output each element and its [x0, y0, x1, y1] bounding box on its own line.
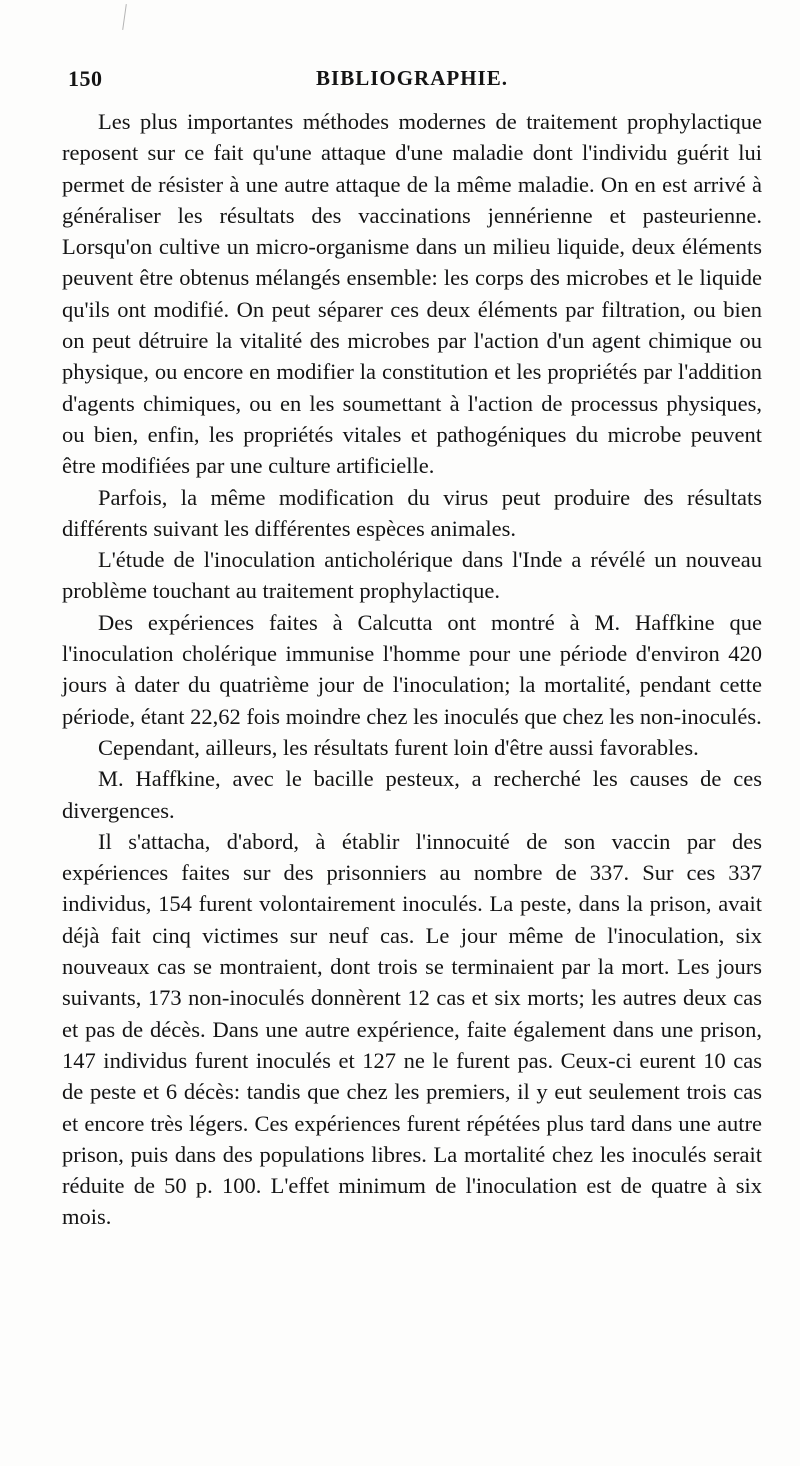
scan-mark — [122, 4, 127, 30]
paragraph: Cependant, ailleurs, les résultats furent loin d'être aussi favorables. — [98, 734, 699, 760]
paragraph: Parfois, la même modification du virus peut produire des résultats différents suivant les différentes espèces animales. — [62, 484, 762, 541]
paragraph: Il s'attacha, d'abord, à établir l'innocuité de son vaccin par des expériences faites sur des prisonniers au nombre de 337. Sur ces 337 individus, 154 furent volontairement inoculés. La peste, dans la prison, avait déjà fait cinq victimes sur neuf cas. Le jour même de l'inoculation, six nouveaux cas se montraient, dont trois se terminaient par la mort. Les jours suivants, 173 non-inoculés donnèrent 12 cas et six morts; les autres deux cas et pas de décès. Dans une autre expérience, faite également dans une prison, 147 individus furent inoculés et 127 ne le furent pas. Ceux-ci eurent 10 cas de peste et 6 décès: tandis que chez les premiers, il y eut seulement trois cas et encore très légers. Ces expériences furent répétées plus tard dans une autre prison, puis dans des populations libres. La mortalité chez les inoculés serait réduite de 50 p. 100. L'effet minimum de l'inoculation est de quatre à six mois. — [62, 828, 762, 1230]
page-number: 150 — [68, 66, 103, 91]
paragraph: M. Haffkine, avec le bacille pesteux, a recherché les causes de ces divergences. — [62, 766, 762, 823]
paragraph: Des expériences faites à Calcutta ont montré à M. Haffkine que l'inoculation cholérique immunise l'homme pour une période d'environ 420 jours à dater du quatrième jour de l'inoculation; la mortalité, pendant cette période, étant 22,62 fois moindre chez les inoculés que chez les non-inoculés. — [62, 609, 762, 729]
page-header — [62, 64, 762, 98]
paragraph: Les plus importantes méthodes modernes de traitement prophylactique reposent sur ce fait qu'une attaque d'une maladie dont l'individu guérit lui permet de résister à une autre attaque de la même maladie. On en est arrivé à généraliser les résultats des vaccinations jennérienne et pasteurienne. Lorsqu'on cultive un micro-organisme dans un milieu liquide, deux éléments peuvent être obtenus mélangés ensemble: les corps des microbes et le liquide qu'ils ont modifié. On peut séparer ces deux éléments par filtration, ou bien on peut détruire la vitalité des microbes par l'action d'un agent chimique ou physique, ou encore en modifier la constitution et les propriétés par l'addition d'agents chimiques, ou en les soumettant à l'action de processus physiques, ou bien, enfin, les propriétés vitales et pathogéniques du microbe peuvent être modifiées par une culture artificielle. — [62, 109, 762, 479]
body-text — [62, 106, 762, 1233]
running-title: BIBLIOGRAPHIE. — [316, 66, 508, 90]
paragraph: L'étude de l'inoculation anticholérique dans l'Inde a révélé un nouveau problème touchant au traitement prophylactique. — [62, 547, 762, 604]
